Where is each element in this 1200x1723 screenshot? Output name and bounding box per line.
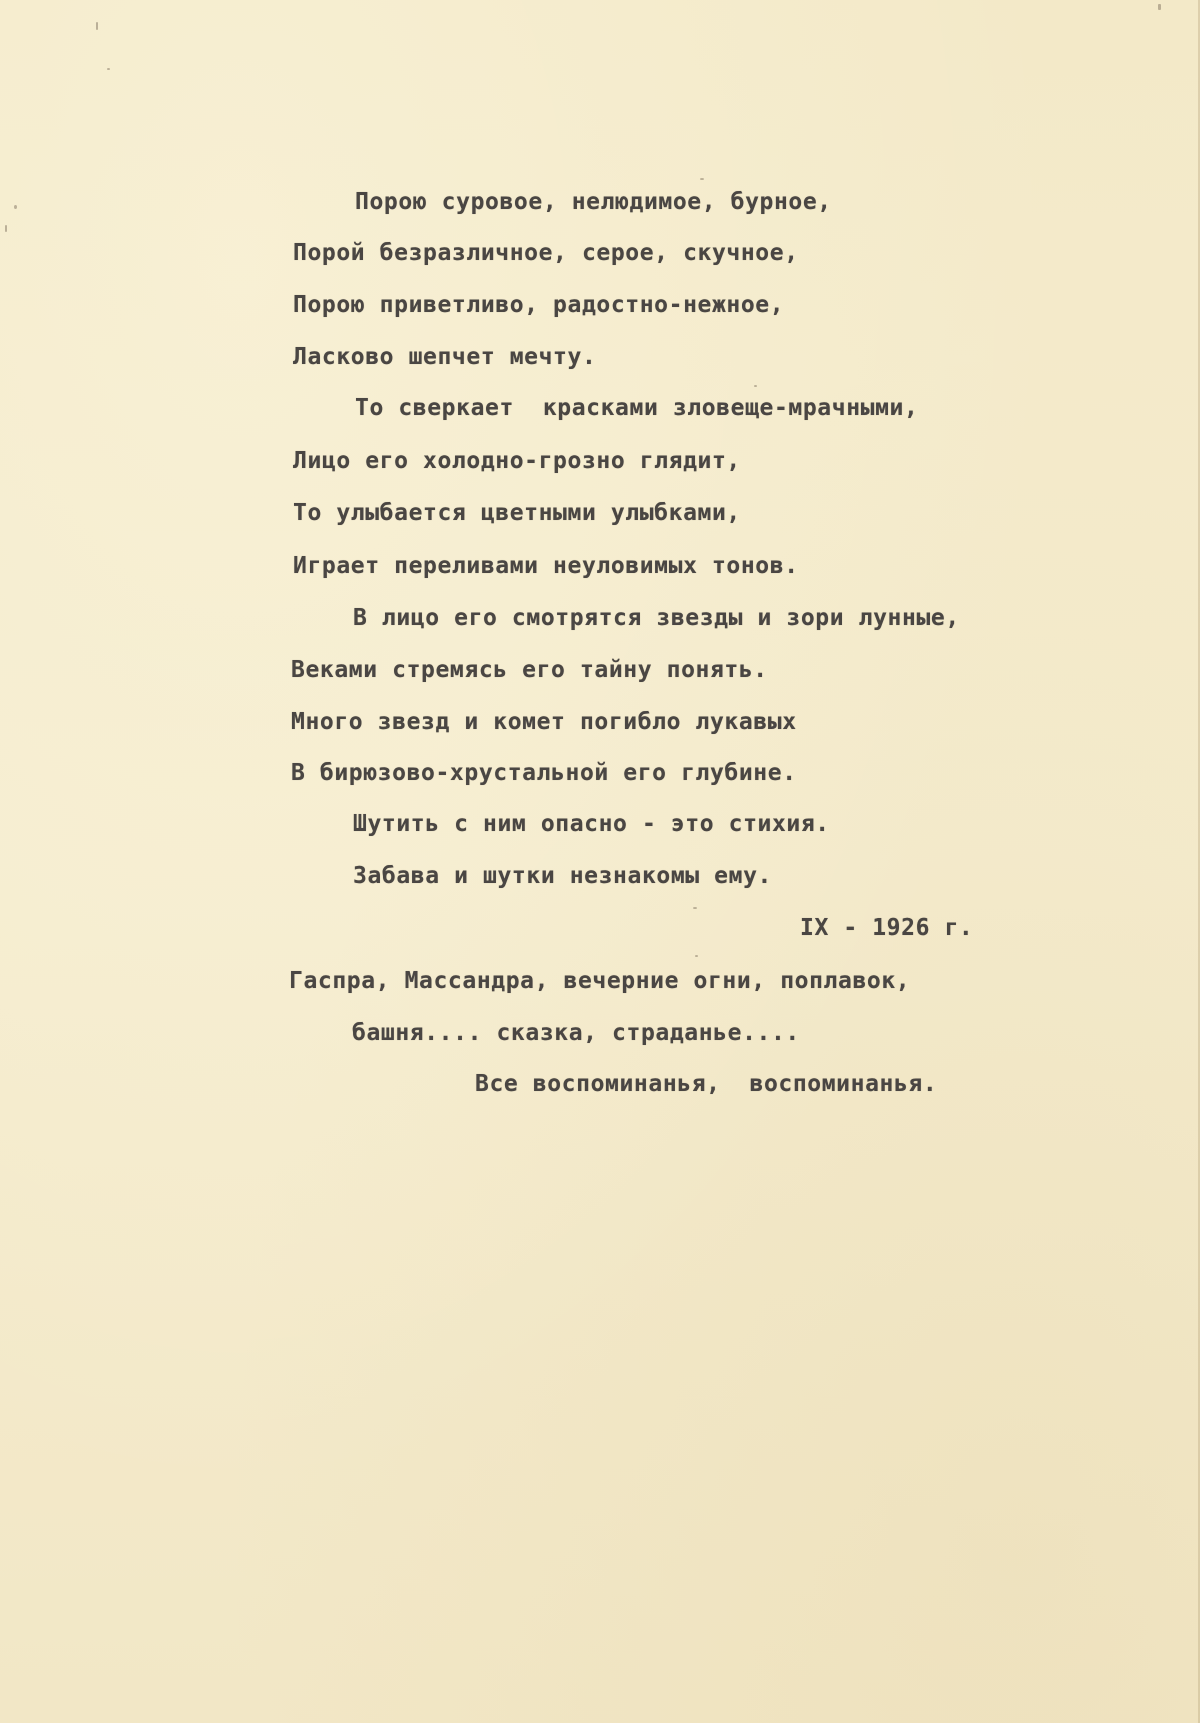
paper-speck: [107, 68, 110, 70]
paper-speck: [5, 225, 7, 232]
paper-speck: [700, 178, 704, 180]
poem-line: То сверкает красками зловеще-мрачными,: [355, 395, 919, 421]
poem-line: Шутить с ним опасно - это стихия.: [353, 811, 830, 837]
poem-line: Порой безразличное, серое, скучное,: [293, 240, 799, 266]
poem-line: Веками стремясь его тайну понять.: [291, 657, 768, 683]
epigraph-line: Гаспра, Массандра, вечерние огни, поплавок,: [289, 968, 911, 994]
poem-line: В бирюзово-хрустальной его глубине.: [291, 760, 797, 786]
poem-line: В лицо его смотрятся звезды и зори лунные,: [353, 605, 960, 631]
poem-line: Лицо его холодно-грозно глядит,: [293, 448, 741, 474]
paper-speck: [1158, 4, 1161, 10]
poem-line: То улыбается цветными улыбками,: [293, 500, 741, 526]
poem-line: Ласково шепчет мечту.: [293, 344, 597, 370]
poem-line: Забава и шутки незнакомы ему.: [353, 863, 772, 889]
poem-date: IX - 1926 г.: [800, 915, 974, 941]
poem-line: Порою суровое, нелюдимое, бурное,: [355, 189, 832, 215]
epigraph-line: башня.... сказка, страданье....: [352, 1020, 800, 1046]
poem-line: Много звезд и комет погибло лукавых: [291, 709, 797, 735]
poem-line: Играет переливами неуловимых тонов.: [293, 553, 799, 579]
paper-speck: [754, 385, 757, 387]
paper-speck: [693, 907, 697, 909]
paper-speck: [695, 955, 698, 957]
paper-speck: [14, 205, 17, 209]
epigraph-line: Все воспоминанья, воспоминанья.: [475, 1071, 938, 1097]
paper-speck: [96, 22, 98, 30]
poem-line: Порою приветливо, радостно-нежное,: [293, 292, 785, 318]
